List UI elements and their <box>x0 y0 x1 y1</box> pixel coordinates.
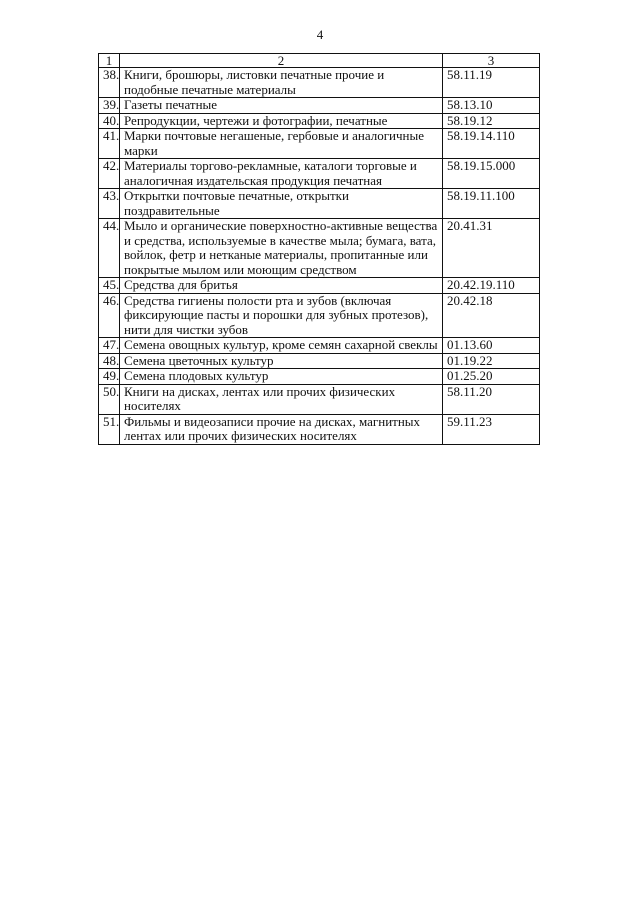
row-name: Газеты печатные <box>120 98 443 114</box>
row-code: 58.11.20 <box>443 384 540 414</box>
row-code: 58.11.19 <box>443 68 540 98</box>
page-number: 4 <box>316 27 324 42</box>
table-header-row <box>99 54 540 68</box>
row-code: 58.13.10 <box>443 98 540 114</box>
table-row <box>99 113 540 129</box>
table-row <box>99 414 540 444</box>
table-row <box>99 159 540 189</box>
row-name: Семена плодовых культур <box>120 369 443 385</box>
table-row <box>99 68 540 98</box>
row-code: 58.19.15.000 <box>443 159 540 189</box>
row-code: 20.42.19.110 <box>443 278 540 294</box>
goods-table-body <box>99 54 540 445</box>
row-code: 01.19.22 <box>443 353 540 369</box>
row-name: Материалы торгово-рекламные, каталоги торговые и аналогичная издательская продукция печатная <box>120 159 443 189</box>
row-number: 39. <box>99 98 120 114</box>
row-number: 46. <box>99 293 120 338</box>
goods-table <box>98 53 540 445</box>
table-row <box>99 338 540 354</box>
row-number: 43. <box>99 189 120 219</box>
row-name: Средства для бритья <box>120 278 443 294</box>
row-name: Открытки почтовые печатные, открытки поздравительные <box>120 189 443 219</box>
table-row <box>99 384 540 414</box>
row-name: Книги, брошюры, листовки печатные прочие и подобные печатные материалы <box>120 68 443 98</box>
row-code: 01.25.20 <box>443 369 540 385</box>
table-row <box>99 129 540 159</box>
row-name: Семена цветочных культур <box>120 353 443 369</box>
row-code: 01.13.60 <box>443 338 540 354</box>
row-number: 44. <box>99 219 120 278</box>
row-number: 48. <box>99 353 120 369</box>
row-code: 58.19.11.100 <box>443 189 540 219</box>
row-number: 38. <box>99 68 120 98</box>
header-col-2: 2 <box>120 54 443 68</box>
row-code: 59.11.23 <box>443 414 540 444</box>
table-row <box>99 293 540 338</box>
header-col-1: 1 <box>99 54 120 68</box>
row-name: Репродукции, чертежи и фотографии, печатные <box>120 113 443 129</box>
table-row <box>99 98 540 114</box>
row-number: 42. <box>99 159 120 189</box>
header-col-3: 3 <box>443 54 540 68</box>
row-name: Марки почтовые негашеные, гербовые и аналогичные марки <box>120 129 443 159</box>
row-number: 40. <box>99 113 120 129</box>
row-number: 50. <box>99 384 120 414</box>
row-name: Семена овощных культур, кроме семян сахарной свеклы <box>120 338 443 354</box>
row-name: Мыло и органические поверхностно-активные вещества и средства, используемые в качестве мыла; бумага, вата, войлок, фетр и нетканые материалы, пропитанные или покрытые мылом или моющим средством <box>120 219 443 278</box>
row-number: 51. <box>99 414 120 444</box>
row-code: 20.42.18 <box>443 293 540 338</box>
table-row <box>99 189 540 219</box>
row-name: Книги на дисках, лентах или прочих физических носителях <box>120 384 443 414</box>
row-code: 58.19.12 <box>443 113 540 129</box>
table-row <box>99 369 540 385</box>
row-number: 47. <box>99 338 120 354</box>
row-number: 49. <box>99 369 120 385</box>
row-number: 41. <box>99 129 120 159</box>
table-row <box>99 353 540 369</box>
row-name: Фильмы и видеозаписи прочие на дисках, магнитных лентах или прочих физических носителях <box>120 414 443 444</box>
row-code: 58.19.14.110 <box>443 129 540 159</box>
table-row <box>99 278 540 294</box>
row-number: 45. <box>99 278 120 294</box>
table-row <box>99 219 540 278</box>
row-name: Средства гигиены полости рта и зубов (включая фиксирующие пасты и порошки для зубных протезов), нити для чистки зубов <box>120 293 443 338</box>
row-code: 20.41.31 <box>443 219 540 278</box>
